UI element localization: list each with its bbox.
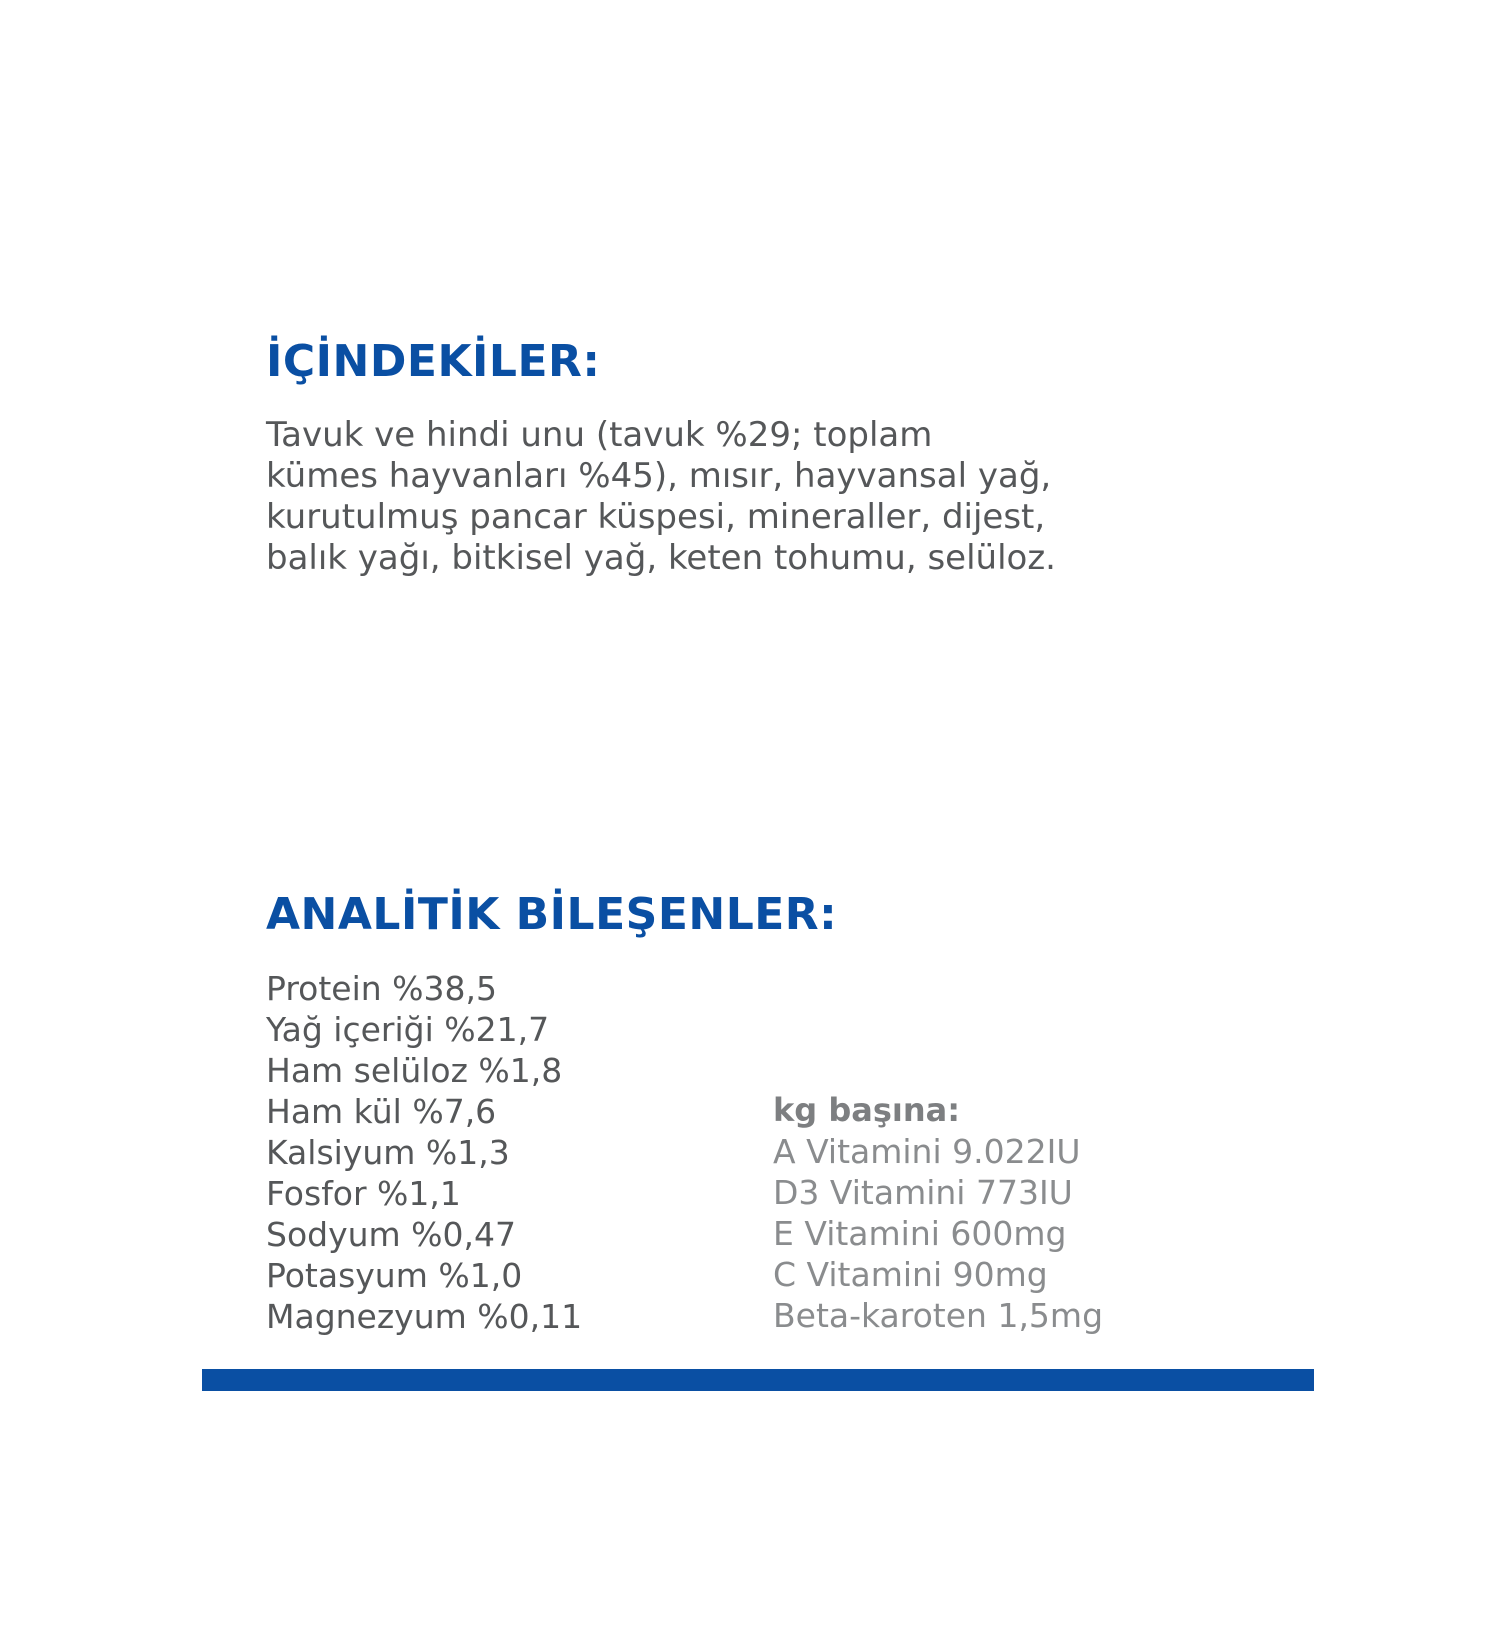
analysis-item: Yağ içeriği %21,7 bbox=[266, 1010, 550, 1049]
bottom-divider-bar bbox=[202, 1369, 1314, 1391]
ingredients-heading: İÇİNDEKİLER: bbox=[266, 336, 601, 387]
analysis-item: Sodyum %0,47 bbox=[266, 1215, 516, 1254]
analysis-item: Ham selüloz %1,8 bbox=[266, 1051, 563, 1090]
ingredients-text bbox=[266, 415, 1266, 579]
ingredients-line: kurutulmuş pancar küspesi, mineraller, dijest, bbox=[266, 497, 1046, 537]
analysis-item: Fosfor %1,1 bbox=[266, 1174, 461, 1213]
per-kg-heading: kg başına: bbox=[773, 1091, 961, 1129]
vitamin-item: Beta-karoten 1,5mg bbox=[773, 1296, 1104, 1335]
per-kg-vitamins-list bbox=[773, 1090, 1103, 1336]
vitamin-item: A Vitamini 9.022IU bbox=[773, 1132, 1081, 1171]
analytical-components-heading: ANALİTİK BİLEŞENLER: bbox=[266, 889, 838, 940]
analytical-components-list bbox=[266, 968, 582, 1337]
ingredients-line: Tavuk ve hindi unu (tavuk %29; toplam bbox=[266, 415, 933, 455]
vitamin-item: E Vitamini 600mg bbox=[773, 1214, 1067, 1253]
analysis-item: Potasyum %1,0 bbox=[266, 1256, 523, 1295]
analysis-item: Ham kül %7,6 bbox=[266, 1092, 497, 1131]
analysis-item: Protein %38,5 bbox=[266, 969, 497, 1008]
vitamin-item: C Vitamini 90mg bbox=[773, 1255, 1048, 1294]
vitamin-item: D3 Vitamini 773IU bbox=[773, 1173, 1073, 1212]
ingredients-line: balık yağı, bitkisel yağ, keten tohumu, selüloz. bbox=[266, 538, 1056, 578]
analysis-item: Kalsiyum %1,3 bbox=[266, 1133, 510, 1172]
analysis-item: Magnezyum %0,11 bbox=[266, 1297, 583, 1336]
ingredients-line: kümes hayvanları %45), mısır, hayvansal yağ, bbox=[266, 456, 1052, 496]
